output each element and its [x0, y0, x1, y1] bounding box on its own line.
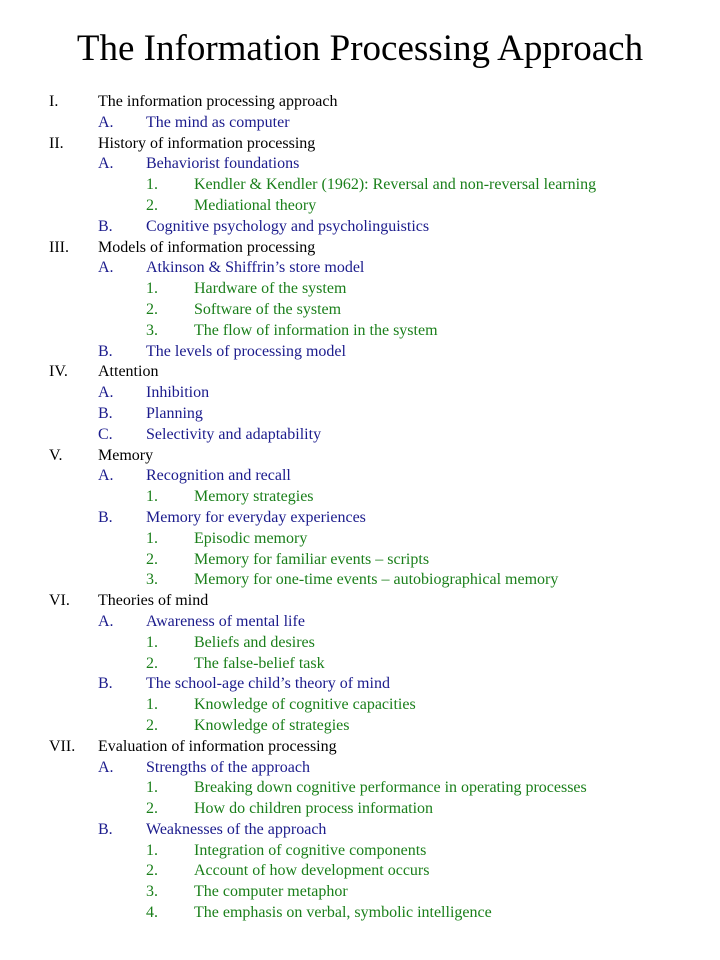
outline-item-level-3 [0, 196, 720, 217]
outline-item-level-1 [0, 591, 720, 612]
outline-item-number: 3. [146, 883, 158, 901]
outline-item-level-1 [0, 134, 720, 155]
outline-item-text: Integration of cognitive components [194, 841, 427, 859]
outline-item-level-3 [0, 861, 720, 882]
outline-item-number: A. [98, 155, 114, 173]
outline-item-text: Knowledge of strategies [194, 716, 350, 734]
outline-item-number: III. [49, 238, 69, 256]
outline-item-number: B. [98, 342, 113, 360]
outline-item-text: Evaluation of information processing [98, 737, 337, 755]
outline-item-level-3 [0, 882, 720, 903]
outline-item-text: Behaviorist foundations [146, 155, 300, 173]
outline-item-text: Models of information processing [98, 238, 316, 256]
outline-item-number: I. [49, 93, 59, 110]
outline-item-level-2 [0, 758, 720, 779]
outline-item-text: Awareness of mental life [146, 612, 305, 630]
outline-item-text: Recognition and recall [146, 467, 291, 485]
outline-item-text: Cognitive psychology and psycholinguistics [146, 217, 430, 235]
outline-item-number: A. [98, 113, 114, 131]
outline-item-number: VI. [49, 592, 70, 610]
outline-item-text: The emphasis on verbal, symbolic intelligence [194, 904, 492, 922]
outline-item-number: B. [98, 404, 113, 422]
outline-item-number: 1. [146, 280, 158, 298]
outline-item-level-3 [0, 529, 720, 550]
outline-item-level-3 [0, 778, 720, 799]
outline-item-number: C. [98, 425, 113, 443]
outline-item-number: 1. [146, 779, 158, 797]
outline-item-level-2 [0, 612, 720, 633]
outline-item-number: 2. [146, 800, 158, 818]
outline-item-number: 2. [146, 550, 158, 568]
outline-item-level-1 [0, 92, 720, 113]
outline-item-text: Software of the system [194, 300, 342, 318]
outline-item-text: Theories of mind [98, 592, 209, 610]
outline-item-text: Beliefs and desires [194, 633, 315, 651]
outline-item-number: 2. [146, 654, 158, 672]
outline-item-text: Memory strategies [194, 488, 314, 506]
outline-item-level-1 [0, 362, 720, 383]
outline-item-text: The flow of information in the system [194, 321, 438, 339]
outline-item-text: Selectivity and adaptability [146, 425, 322, 443]
outline-item-text: History of information processing [98, 134, 316, 152]
outline-item-level-3 [0, 550, 720, 571]
outline-item-text: Memory for one-time events – autobiographical memory [194, 571, 559, 589]
outline-item-level-2 [0, 508, 720, 529]
outline-item-number: II. [49, 134, 64, 152]
outline-item-text: The mind as computer [146, 113, 290, 131]
outline-item-text: Hardware of the system [194, 280, 347, 298]
outline-item-level-2 [0, 113, 720, 134]
outline-item-level-2 [0, 342, 720, 363]
outline-item-text: The levels of processing model [146, 342, 346, 360]
outline-item-text: Memory [98, 446, 154, 464]
outline-item-level-2 [0, 674, 720, 695]
outline-item-text: Mediational theory [194, 196, 317, 214]
outline-item-level-2 [0, 217, 720, 238]
outline-item-level-2 [0, 820, 720, 841]
outline-item-text: Breaking down cognitive performance in operating processes [194, 779, 587, 797]
outline-item-level-3 [0, 175, 720, 196]
outline-item-number: B. [98, 675, 113, 693]
outline-item-text: The computer metaphor [194, 883, 348, 901]
outline-item-level-3 [0, 633, 720, 654]
outline-item-level-2 [0, 425, 720, 446]
outline-item-number: 2. [146, 716, 158, 734]
outline-item-level-1 [0, 446, 720, 467]
outline-item-number: 2. [146, 862, 158, 880]
outline-item-level-3 [0, 716, 720, 737]
outline-item-text: Atkinson & Shiffrin’s store model [146, 259, 365, 277]
outline-item-text: How do children process information [194, 800, 434, 818]
outline-item-text: Episodic memory [194, 529, 308, 547]
outline-item-level-2 [0, 466, 720, 487]
outline-item-level-3 [0, 321, 720, 342]
page-title: The Information Processing Approach [76, 28, 644, 69]
outline-item-level-3 [0, 903, 720, 924]
outline-item-number: A. [98, 758, 114, 776]
outline-item-number: V. [49, 446, 63, 464]
outline-item-level-3 [0, 570, 720, 591]
outline-item-number: A. [98, 467, 114, 485]
outline-item-level-3 [0, 841, 720, 862]
outline-item-number: 2. [146, 300, 158, 318]
outline-item-level-3 [0, 695, 720, 716]
outline-item-text: The information processing approach [98, 93, 338, 110]
outline-item-text: Memory for familiar events – scripts [194, 550, 430, 568]
outline-item-number: 3. [146, 321, 158, 339]
outline-item-text: The false-belief task [194, 654, 325, 672]
outline-item-number: B. [98, 820, 113, 838]
outline-item-level-2 [0, 154, 720, 175]
outline-item-number: 1. [146, 841, 158, 859]
outline-item-level-2 [0, 258, 720, 279]
outline-list [0, 92, 720, 924]
outline-item-text: Strengths of the approach [146, 758, 310, 776]
outline-item-number: IV. [49, 363, 68, 381]
outline-item-text: Inhibition [146, 384, 210, 402]
outline-item-number: B. [98, 508, 113, 526]
outline-item-level-3 [0, 654, 720, 675]
outline-item-number: 1. [146, 176, 158, 194]
outline-item-level-1 [0, 238, 720, 259]
outline-item-level-3 [0, 799, 720, 820]
outline-item-level-2 [0, 404, 720, 425]
outline-item-number: 2. [146, 196, 158, 214]
outline-item-number: A. [98, 259, 114, 277]
outline-item-number: 3. [146, 571, 158, 589]
outline-item-text: Knowledge of cognitive capacities [194, 696, 416, 714]
outline-item-level-3 [0, 487, 720, 508]
outline-item-number: 1. [146, 488, 158, 506]
outline-item-level-1 [0, 737, 720, 758]
outline-item-text: The school-age child’s theory of mind [146, 675, 390, 693]
outline-item-level-3 [0, 279, 720, 300]
outline-item-text: Account of how development occurs [194, 862, 430, 880]
outline-item-number: A. [98, 384, 114, 402]
outline-item-number: B. [98, 217, 113, 235]
outline-item-number: VII. [49, 737, 76, 755]
outline-item-number: 1. [146, 633, 158, 651]
outline-item-number: A. [98, 612, 114, 630]
outline-item-text: Planning [146, 404, 203, 422]
outline-item-number: 4. [146, 904, 158, 922]
outline-item-number: 1. [146, 696, 158, 714]
outline-item-level-3 [0, 300, 720, 321]
outline-item-text: Kendler & Kendler (1962): Reversal and non-reversal learning [194, 176, 597, 194]
outline-item-text: Memory for everyday experiences [146, 508, 366, 526]
outline-item-text: Weaknesses of the approach [146, 820, 327, 838]
outline-item-number: 1. [146, 529, 158, 547]
outline-item-level-2 [0, 383, 720, 404]
outline-item-text: Attention [98, 363, 159, 381]
